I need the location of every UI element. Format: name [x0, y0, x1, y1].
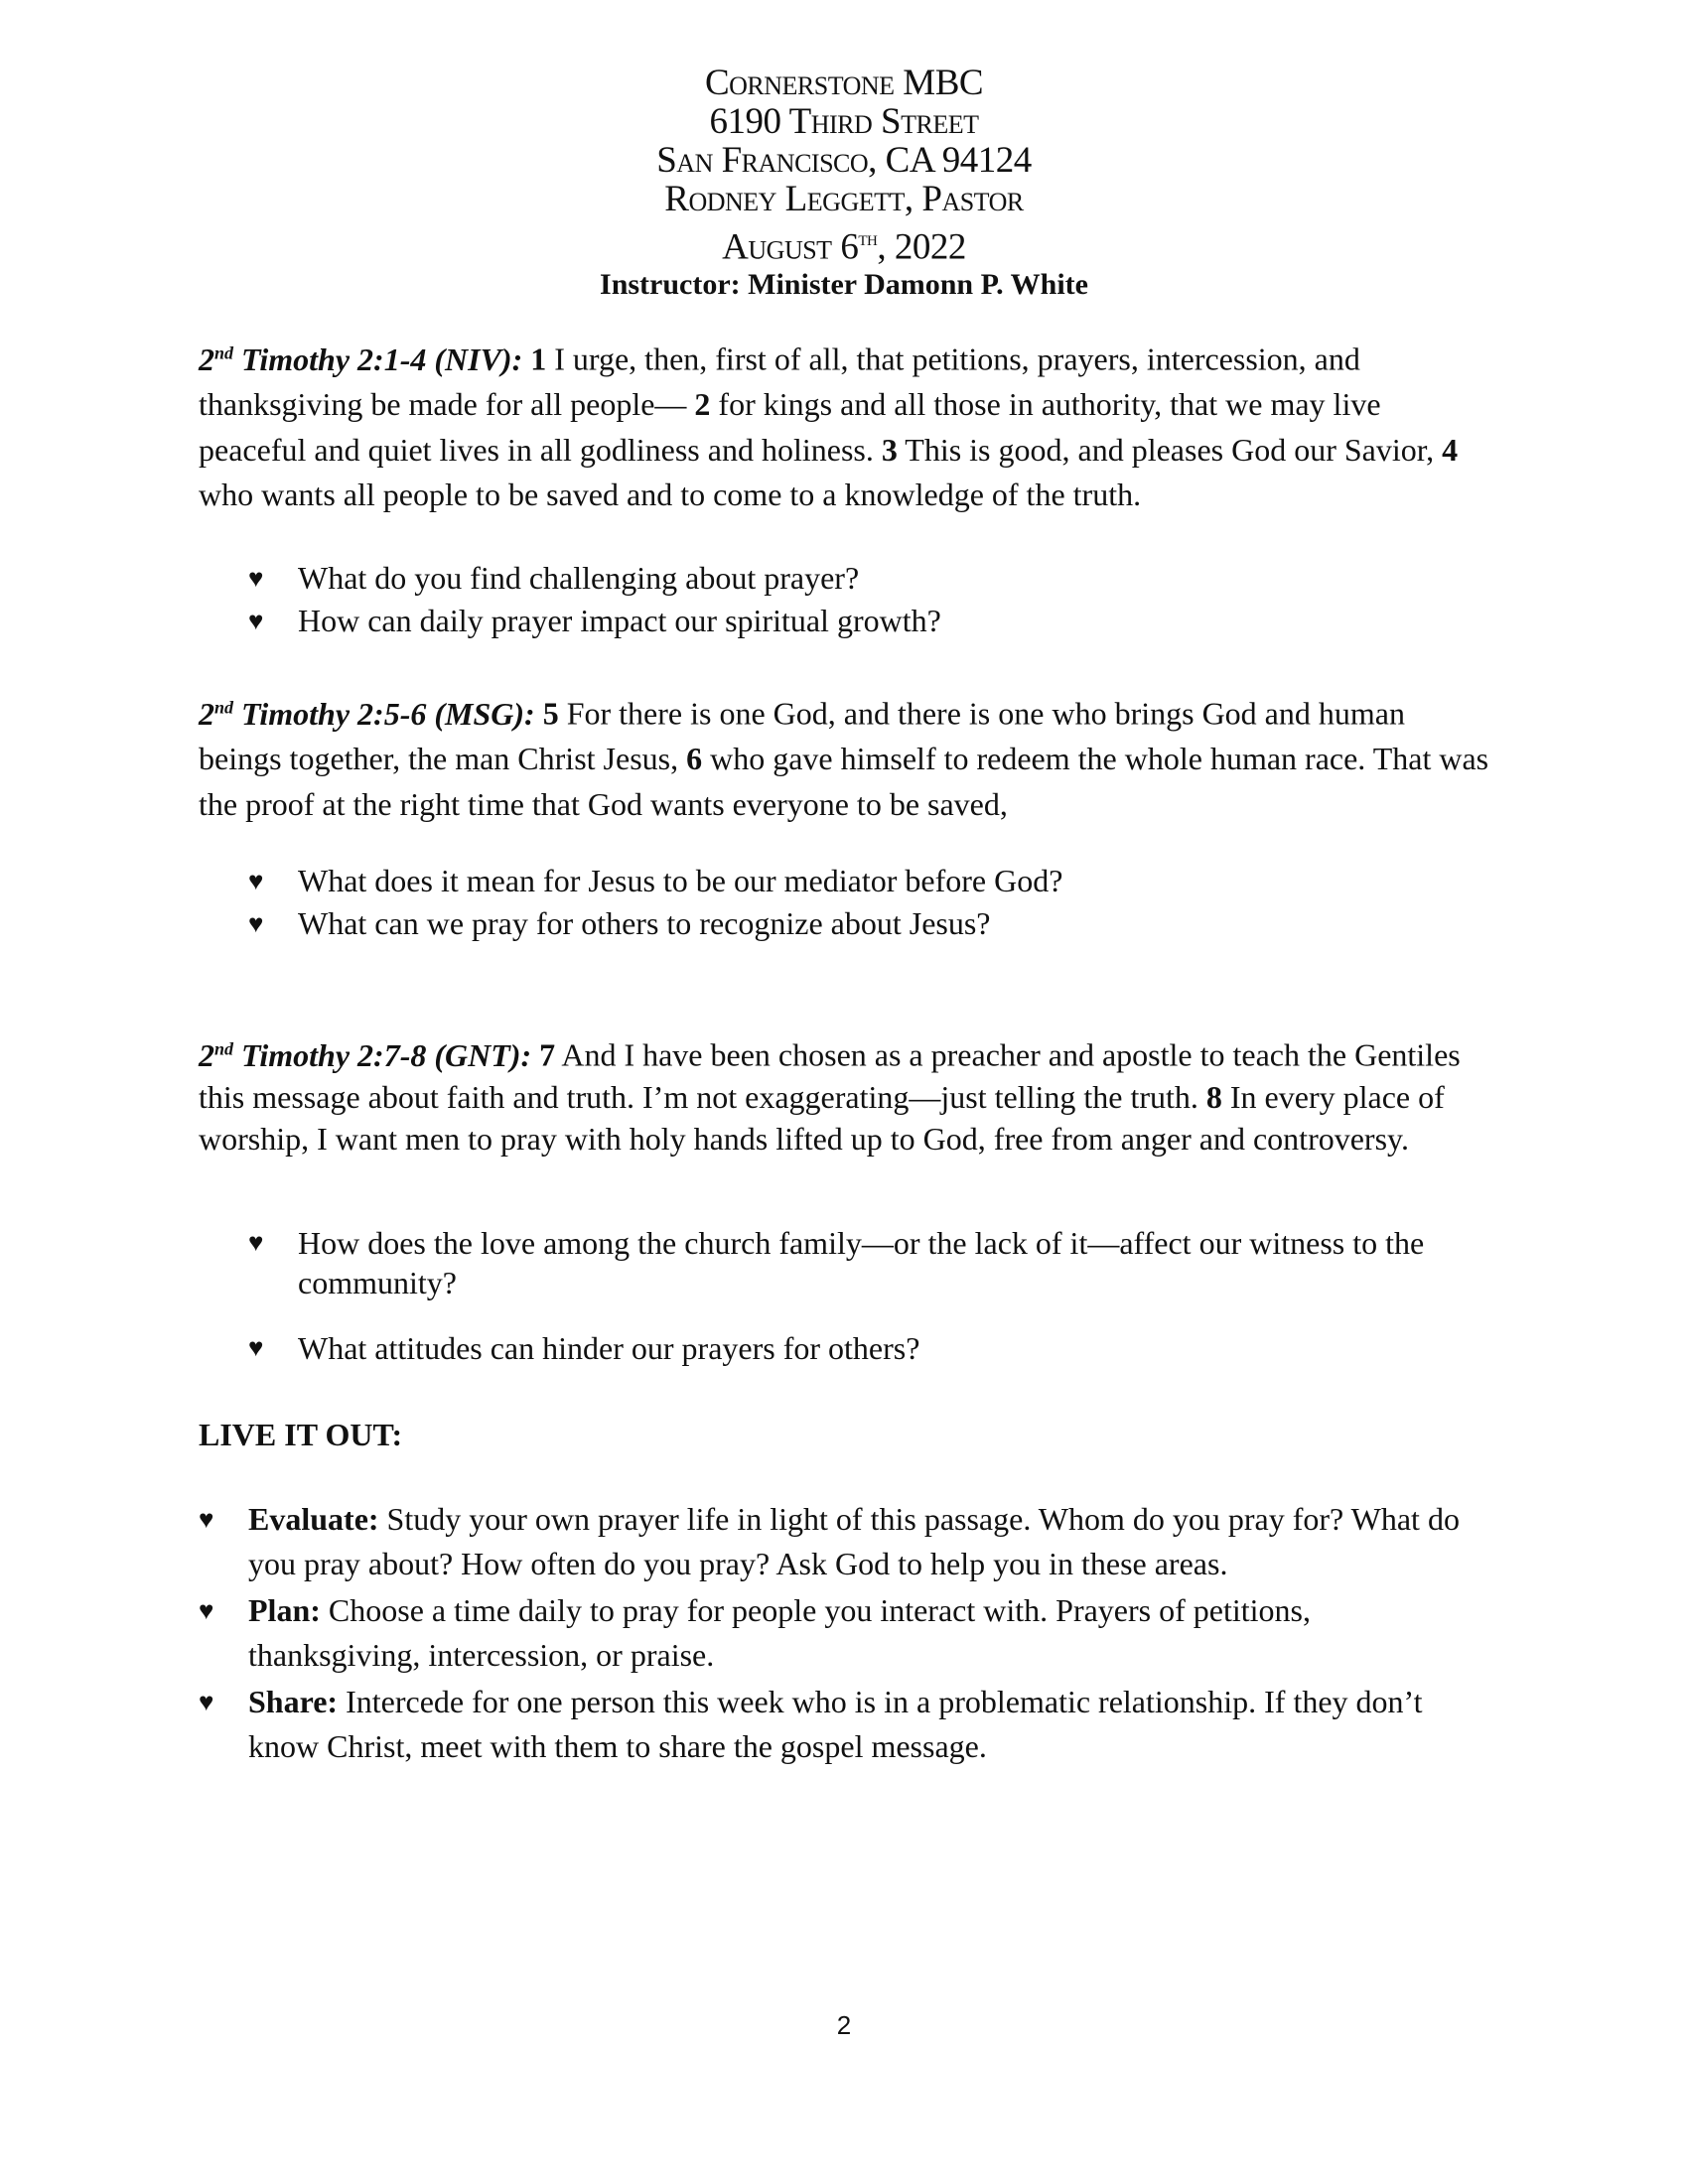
- church-street: 6190 Third Street: [709, 101, 979, 142]
- question-item: ♥ What does it mean for Jesus to be our mediator before God?: [248, 860, 1489, 902]
- question-item: ♥ How can daily prayer impact our spiritual growth?: [248, 600, 1489, 642]
- church-name: Cornerstone MBC: [704, 63, 984, 103]
- verse-number: 5: [542, 695, 559, 732]
- heart-bullet-icon: ♥: [199, 1505, 214, 1534]
- scripture-passage-2: [199, 685, 1489, 827]
- heart-bullet-icon: ♥: [199, 1596, 214, 1625]
- verse-text: This is good, and pleases God our Savior,: [897, 431, 1443, 468]
- verse-text: In every place of worship, I want men to pray with holy hands lifted up to God, free from anger and controversy.: [199, 1078, 1445, 1157]
- heart-bullet-icon: ♥: [248, 909, 264, 938]
- verse-number: 8: [1205, 1078, 1222, 1115]
- question-item: ♥ How does the love among the church family—or the lack of it—affect our witness to the community?: [248, 1225, 1425, 1300]
- scripture-reference: 2nd Timothy 2:7-8 (GNT):: [199, 1036, 532, 1073]
- instructor-line: Instructor: Minister Damonn P. White: [600, 268, 1088, 302]
- scripture-reference: 2nd Timothy 2:1-4 (NIV):: [199, 341, 523, 377]
- heart-bullet-icon: ♥: [248, 867, 264, 895]
- verse-text: who wants all people to be saved and to come to a knowledge of the truth.: [199, 477, 1142, 513]
- heart-bullet-icon: ♥: [248, 607, 264, 635]
- action-item-share: ♥ Share: Intercede for one person this week who is in a problematic relationship. If they don’t know Christ, meet with them to share the gospel message.: [199, 1680, 1489, 1769]
- question-item: ♥ What do you find challenging about prayer?: [248, 557, 1489, 600]
- verse-number: 1: [530, 341, 547, 377]
- scripture-reference: 2nd Timothy 2:5-6 (MSG):: [199, 695, 535, 732]
- verse-number: 7: [539, 1036, 556, 1073]
- heart-bullet-icon: ♥: [248, 1228, 264, 1257]
- verse-number: 6: [686, 741, 703, 777]
- heart-bullet-icon: ♥: [248, 1333, 264, 1362]
- verse-text: And I have been chosen as a preacher and apostle to teach the Gentiles this message about faith and truth. I’m not exaggerating—just telling the truth.: [199, 1036, 1461, 1115]
- verse-text: for kings and all those in authority, that we may live peaceful and quiet lives in all godliness and holiness.: [199, 386, 1381, 468]
- discussion-questions-3: [248, 1223, 1489, 1368]
- church-city: San Francisco, CA 94124: [656, 140, 1032, 181]
- discussion-questions-1: [248, 557, 1489, 642]
- heart-bullet-icon: ♥: [248, 564, 264, 593]
- verse-number: 2: [694, 386, 711, 423]
- scripture-passage-1: [199, 331, 1489, 518]
- verse-text: I urge, then, first of all, that petitions, prayers, intercession, and thanksgiving be made for all people—: [199, 341, 1360, 423]
- question-item: ♥ What attitudes can hinder our prayers for others?: [248, 1330, 920, 1366]
- live-it-out-heading: LIVE IT OUT:: [199, 1417, 403, 1452]
- verse-text: who gave himself to redeem the whole human race. That was the proof at the right time that God wants everyone to be saved,: [199, 741, 1489, 822]
- discussion-questions-2: [248, 860, 1489, 945]
- verse-text: For there is one God, and there is one who brings God and human beings together, the man Christ Jesus,: [199, 695, 1405, 777]
- question-item: ♥ What can we pray for others to recognize about Jesus?: [248, 902, 1489, 945]
- scripture-passage-3: [199, 1027, 1489, 1160]
- heart-bullet-icon: ♥: [199, 1688, 214, 1716]
- document-header: [0, 64, 1688, 304]
- live-it-out-list: [199, 1497, 1489, 1771]
- action-item-plan: ♥ Plan: Choose a time daily to pray for people you interact with. Prayers of petitions, thanksgiving, intercession, or praise.: [199, 1588, 1489, 1678]
- lesson-date: August 6th, 2022: [722, 225, 966, 268]
- verse-number: 3: [881, 431, 898, 468]
- pastor-name: Rodney Leggett, Pastor: [664, 179, 1024, 219]
- verse-number: 4: [1442, 431, 1459, 468]
- action-item-evaluate: ♥ Evaluate: Study your own prayer life in light of this passage. Whom do you pray for? What do you pray about? How often do you pray? Ask God to help you in these areas.: [199, 1497, 1489, 1586]
- page-number: 2: [836, 2010, 852, 2040]
